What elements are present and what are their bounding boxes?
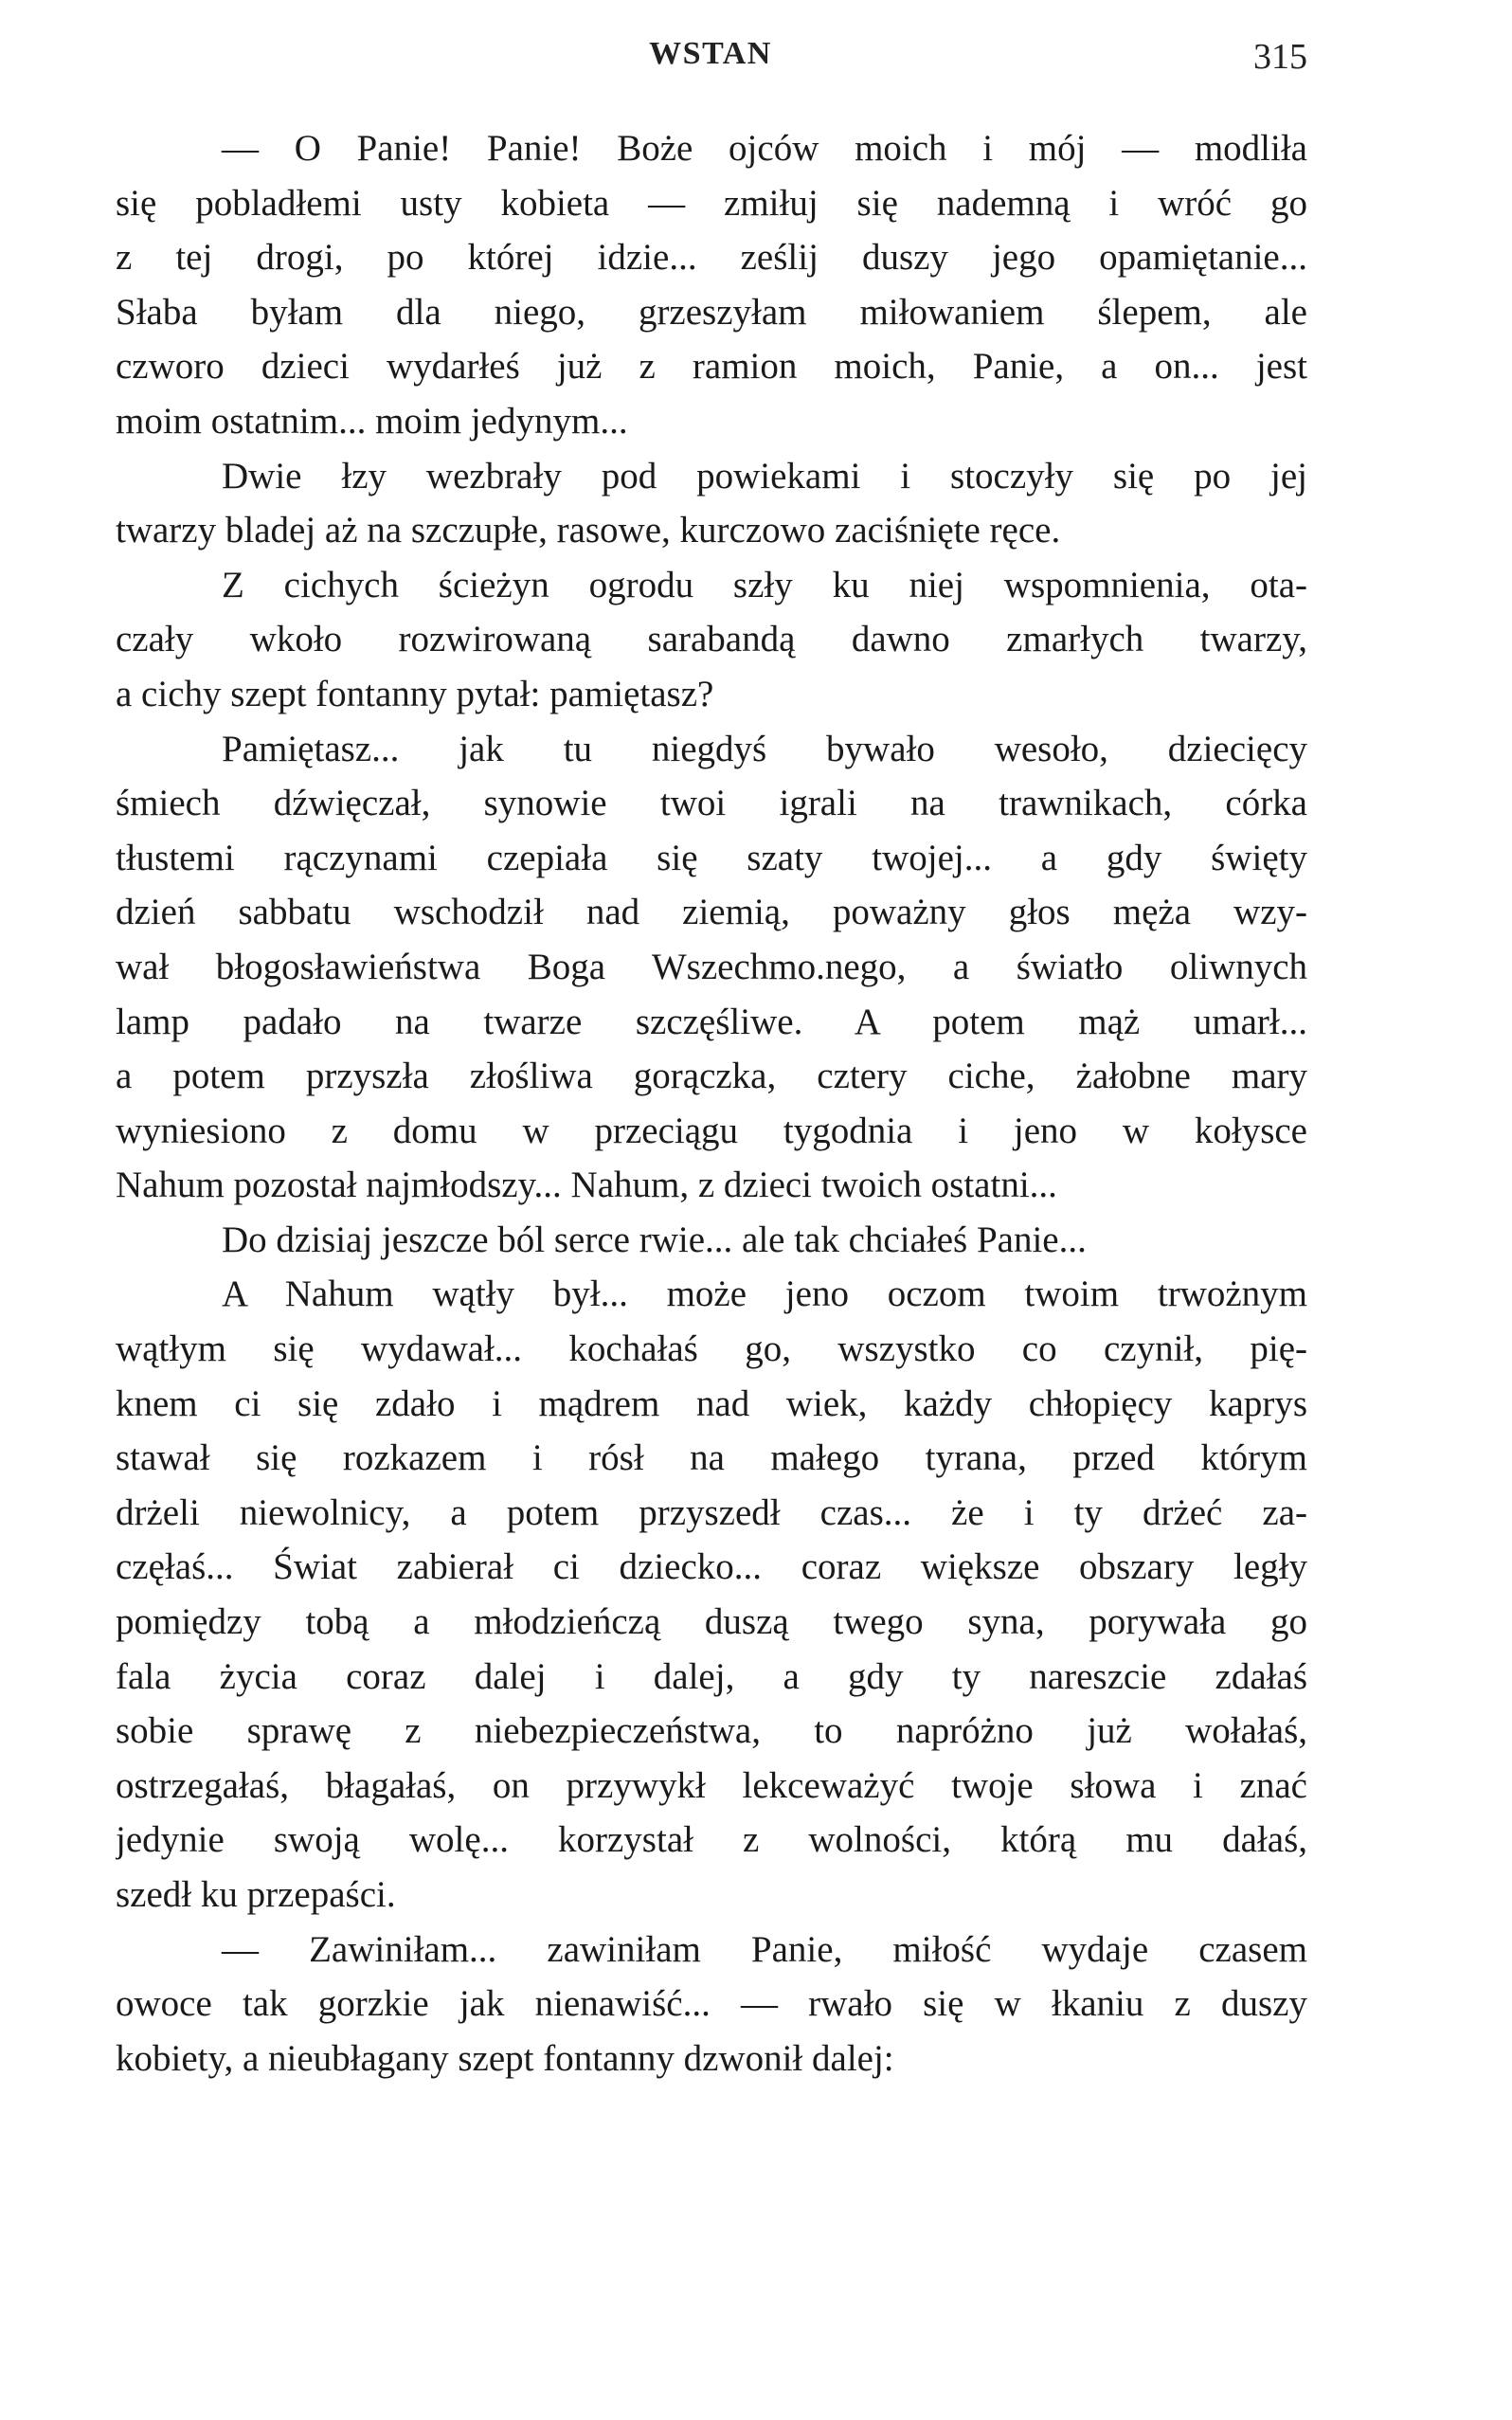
text-line: pomiędzy tobą a młodzieńczą duszą twego syna, porywała go [116, 1601, 1307, 1643]
text-line: knem ci się zdało i mądrem nad wiek, każdy chłopięcy kaprys [116, 1382, 1307, 1424]
text-line: Z cichych ścieżyn ogrodu szły ku niej wspomnienia, ota- [222, 564, 1307, 605]
text-line: drżeli niewolnicy, a potem przyszedł czas... że i ty drżeć za- [116, 1491, 1307, 1533]
text-line: a potem przyszła złośliwa gorączka, cztery ciche, żałobne mary [116, 1056, 1307, 1097]
text-line: a cichy szept fontanny pytał: pamiętasz? [116, 673, 714, 714]
text-line: — Zawiniłam... zawiniłam Panie, miłość wydaje czasem [222, 1928, 1307, 1970]
text-line: czworo dzieci wydarłeś już z ramion moich, Panie, a on... jest [116, 346, 1307, 388]
text-line: sobie sprawę z niebezpieczeństwa, to napróżno już wołałaś, [116, 1710, 1307, 1752]
text-line: jedynie swoją wolę... korzystał z wolności, którą mu dałaś, [116, 1819, 1307, 1861]
text-line: Nahum pozostał najmłodszy... Nahum, z dzieci twoich ostatni... [116, 1165, 1057, 1206]
text-line: owoce tak gorzkie jak nienawiść... — rwało się w łkaniu z duszy [116, 1983, 1307, 2025]
text-line: kobiety, a nieubłagany szept fontanny dzwonił dalej: [116, 2037, 894, 2079]
text-line: stawał się rozkazem i rósł na małego tyrana, przed którym [116, 1437, 1307, 1479]
text-line: czały wkoło rozwirowaną sarabandą dawno zmarłych twarzy, [116, 619, 1307, 660]
text-line: moim ostatnim... moim jedynym... [116, 400, 628, 442]
text-line: wał błogosławieństwa Boga Wszechmo.nego, a światło oliwnych [116, 946, 1307, 987]
text-body [116, 121, 1307, 2086]
text-line: Pamiętasz... jak tu niegdyś bywało wesoło, dziecięcy [222, 728, 1307, 769]
text-line: Do dzisiaj jeszcze ból serce rwie... ale tak chciałeś Panie... [222, 1219, 1087, 1260]
text-line: Słaba byłam dla niego, grzeszyłam miłowaniem ślepem, ale [116, 291, 1307, 333]
text-line: z tej drogi, po której idzie... ześlij duszy jego opamiętanie... [116, 237, 1307, 279]
text-line: fala życia coraz dalej i dalej, a gdy ty nareszcie zdałaś [116, 1655, 1307, 1697]
text-line: twarzy bladej aż na szczupłe, rasowe, kurczowo zaciśnięte ręce. [116, 510, 1061, 551]
text-line: wątłym się wydawał... kochałaś go, wszystko co czynił, pię- [116, 1328, 1307, 1370]
page-header [114, 36, 1307, 93]
text-line: ostrzegałaś, błagałaś, on przywykł lekceważyć twoje słowa i znać [116, 1764, 1307, 1806]
page-number: 315 [1253, 37, 1307, 77]
text-line: tłustemi rączynami czepiała się szaty twojej... a gdy święty [116, 837, 1307, 878]
text-line: wyniesiono z domu w przeciągu tygodnia i jeno w kołysce [116, 1110, 1307, 1151]
text-line: częłaś... Świat zabierał ci dziecko... coraz większe obszary legły [116, 1546, 1307, 1588]
running-title: WSTAN [649, 36, 772, 71]
text-line: szedł ku przepaści. [116, 1874, 396, 1915]
text-line: dzień sabbatu wschodził nad ziemią, poważny głos męża wzy- [116, 892, 1307, 933]
text-line: A Nahum wątły był... może jeno oczom twoim trwożnym [222, 1273, 1307, 1315]
text-line: lamp padało na twarze szczęśliwe. A potem mąż umarł... [116, 1001, 1307, 1042]
text-line: śmiech dźwięczał, synowie twoi igrali na trawnikach, córka [116, 783, 1307, 824]
text-line: — O Panie! Panie! Boże ojców moich i mój — modliła [222, 128, 1307, 169]
text-line: się pobladłemi usty kobieta — zmiłuj się nademną i wróć go [116, 182, 1307, 224]
text-line: Dwie łzy wezbrały pod powiekami i stoczyły się po jej [222, 455, 1307, 497]
